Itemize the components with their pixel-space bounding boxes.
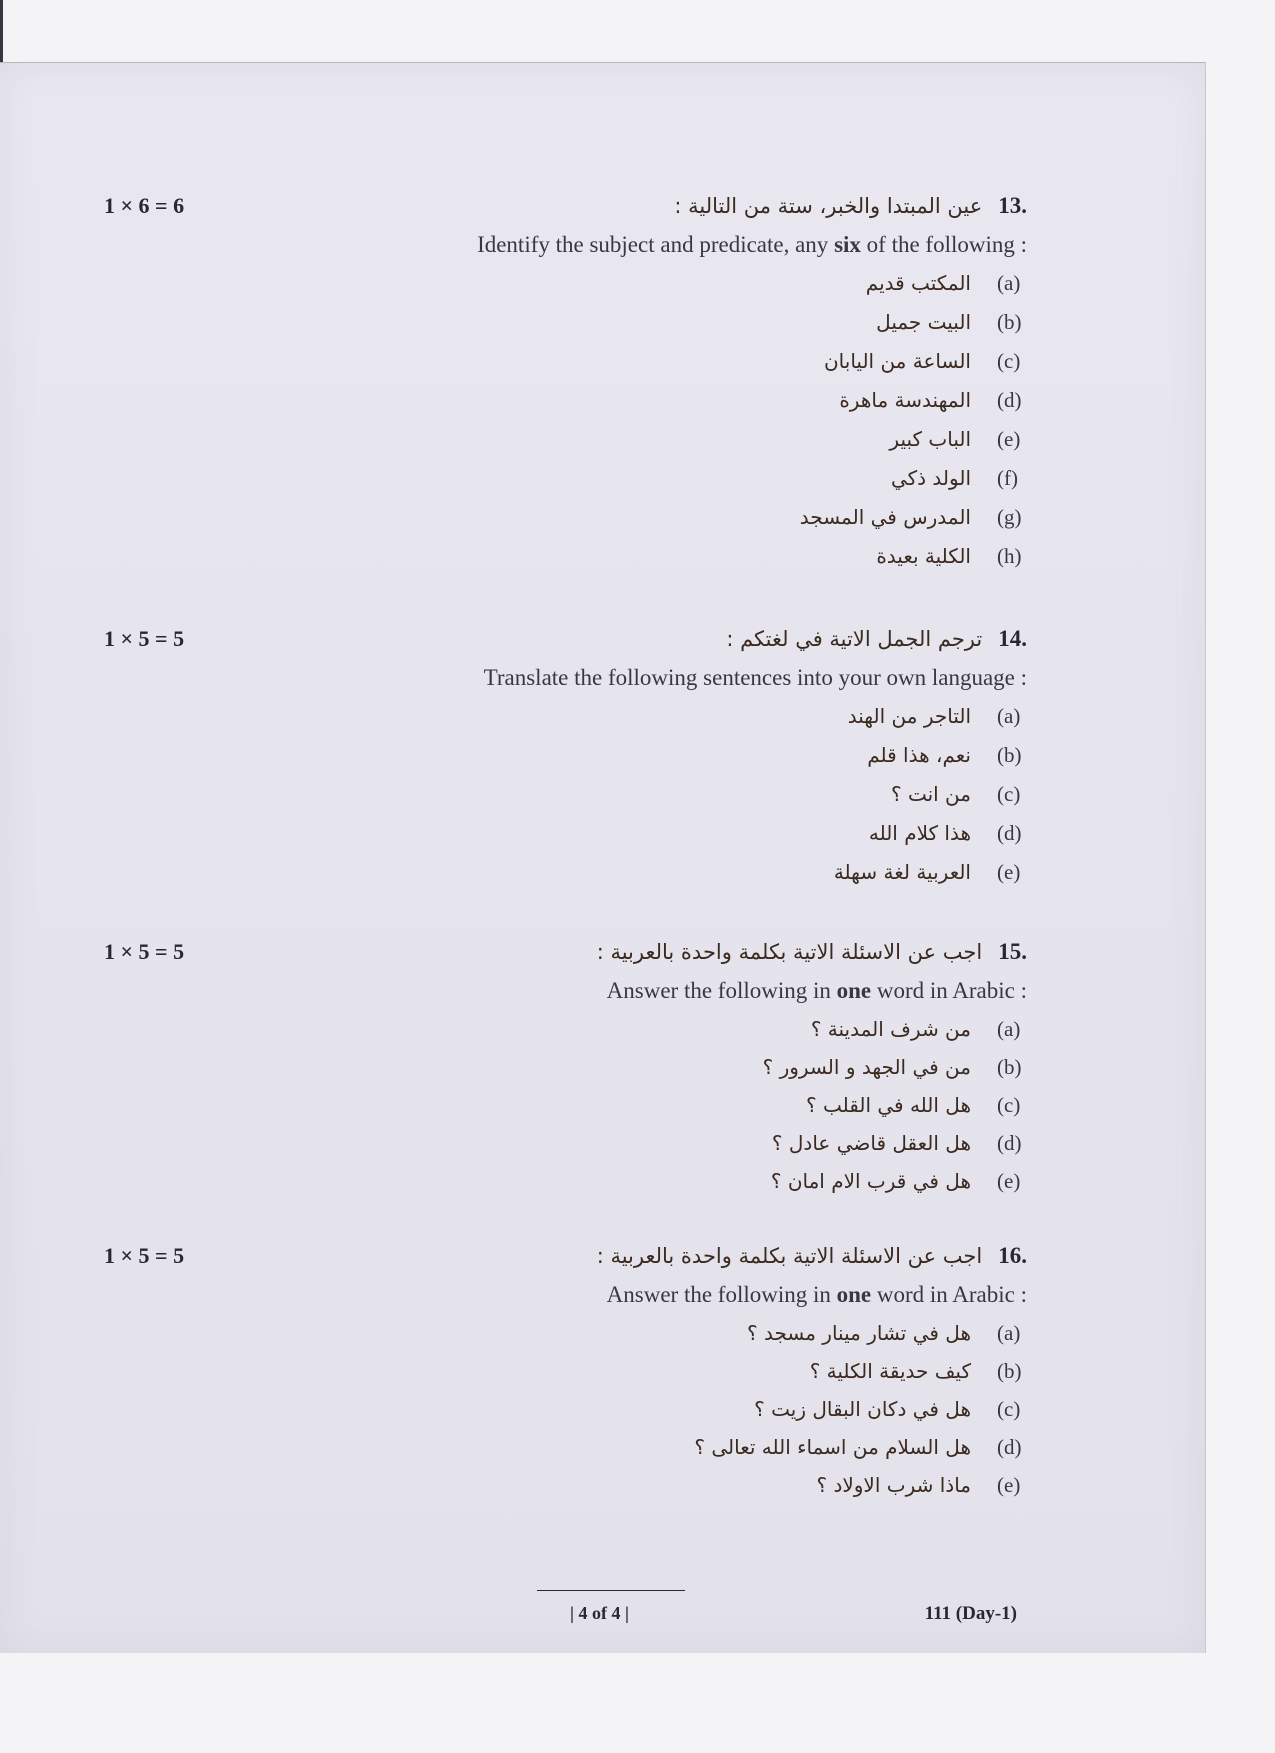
list-item — [876, 310, 1027, 335]
list-item — [810, 1359, 1027, 1384]
instruction-text: Translate the following sentences into your own language : — [483, 665, 1027, 690]
item-label: (g) — [997, 505, 1022, 529]
list-item — [891, 782, 1027, 807]
item-label: (d) — [997, 821, 1022, 845]
question-number: 13. — [998, 193, 1027, 218]
instruction-text: Identify the subject and predicate, any — [477, 232, 835, 257]
item-text: هل السلام من اسماء الله تعالى ؟ — [694, 1435, 971, 1459]
list-item — [816, 1473, 1027, 1498]
item-text: المدرس في المسجد — [799, 505, 971, 529]
exam-page — [0, 62, 1206, 1653]
item-text: هل العقل قاضي عادل ؟ — [771, 1131, 971, 1155]
arabic-instruction: ترجم الجمل الاتية في لغتكم : — [726, 627, 983, 651]
item-text: البيت جميل — [876, 310, 971, 334]
list-item — [866, 271, 1027, 296]
english-instruction — [477, 232, 1027, 258]
item-label: (b) — [997, 310, 1022, 334]
item-label: (f) — [997, 466, 1018, 490]
item-label: (e) — [997, 860, 1021, 884]
list-item — [834, 860, 1027, 885]
instruction-text-end: word in Arabic : — [871, 978, 1027, 1003]
item-label: (d) — [997, 1131, 1022, 1155]
item-text: الباب كبير — [889, 427, 971, 451]
instruction-emphasis: one — [836, 978, 872, 1003]
arabic-instruction: اجب عن الاسئلة الاتية بكلمة واحدة بالعربية : — [596, 1244, 983, 1268]
list-item — [839, 388, 1027, 413]
item-label: (b) — [997, 1055, 1022, 1079]
list-item — [889, 427, 1027, 452]
item-text: نعم، هذا قلم — [867, 743, 971, 767]
marks-label: 1 × 5 = 5 — [104, 1243, 185, 1268]
item-text: من في الجهد و السرور ؟ — [762, 1055, 971, 1079]
list-item — [824, 349, 1027, 374]
item-text: من شرف المدينة ؟ — [810, 1017, 971, 1041]
english-instruction — [484, 665, 1027, 691]
list-item — [694, 1435, 1027, 1460]
arabic-instruction: عين المبتدا والخبر، ستة من التالية : — [674, 194, 983, 218]
question-number: 16. — [998, 1243, 1027, 1268]
question-number: 14. — [998, 626, 1027, 651]
item-label: (c) — [997, 349, 1021, 373]
marks-label: 1 × 6 = 6 — [104, 193, 185, 218]
list-item — [800, 505, 1027, 530]
item-text: الكلية بعيدة — [876, 544, 971, 568]
item-text: المكتب قديم — [865, 271, 971, 295]
question-header — [726, 626, 1027, 652]
instruction-text-end: of the following : — [860, 232, 1027, 257]
item-label: (d) — [997, 1435, 1022, 1459]
instruction-emphasis: six — [834, 232, 861, 257]
item-text: من انت ؟ — [890, 782, 971, 806]
item-text: ماذا شرب الاولاد ؟ — [816, 1473, 971, 1497]
item-label: (c) — [997, 1397, 1021, 1421]
item-label: (h) — [997, 544, 1022, 568]
question-header — [597, 1243, 1027, 1269]
list-item — [869, 821, 1027, 846]
item-text: التاجر من الهند — [847, 704, 971, 728]
paper-code: 111 (Day-1) — [924, 1603, 1017, 1624]
item-text: هل في دكان البقال زيت ؟ — [754, 1397, 971, 1421]
list-item — [806, 1093, 1027, 1118]
list-item — [771, 1169, 1027, 1194]
item-label: (c) — [997, 782, 1021, 806]
item-label: (b) — [997, 1359, 1022, 1383]
item-label: (a) — [997, 1321, 1021, 1345]
item-text: العربية لغة سهلة — [833, 860, 971, 884]
list-item — [867, 743, 1027, 768]
item-label: (e) — [997, 427, 1021, 451]
scan-edge-top — [0, 0, 3, 62]
item-label: (e) — [997, 1169, 1021, 1193]
item-label: (c) — [997, 1093, 1021, 1117]
list-item — [848, 704, 1027, 729]
marks-label: 1 × 5 = 5 — [104, 626, 185, 651]
item-text: هل في قرب الام امان ؟ — [770, 1169, 971, 1193]
item-label: (d) — [997, 388, 1022, 412]
item-label: (a) — [997, 271, 1021, 295]
question-number: 15. — [998, 939, 1027, 964]
english-instruction — [607, 1282, 1027, 1308]
question-header — [597, 939, 1027, 965]
item-text: هل في تشار مينار مسجد ؟ — [747, 1321, 971, 1345]
instruction-text: Answer the following in — [606, 1282, 837, 1307]
list-item — [772, 1131, 1027, 1156]
item-label: (a) — [997, 704, 1021, 728]
item-text: الولد ذكي — [890, 466, 971, 490]
item-text: هذا كلام الله — [868, 821, 971, 845]
instruction-text: Answer the following in — [606, 978, 837, 1003]
item-label: (a) — [997, 1017, 1021, 1041]
instruction-text-end: word in Arabic : — [871, 1282, 1027, 1307]
list-item — [763, 1055, 1027, 1080]
item-text: الساعة من اليابان — [823, 349, 971, 373]
english-instruction — [607, 978, 1027, 1004]
list-item — [747, 1321, 1027, 1346]
question-header — [674, 193, 1027, 219]
instruction-emphasis: one — [836, 1282, 872, 1307]
page-number: | 4 of 4 | — [570, 1603, 629, 1623]
list-item — [876, 544, 1027, 569]
arabic-instruction: اجب عن الاسئلة الاتية بكلمة واحدة بالعربية : — [596, 940, 983, 964]
list-item — [891, 466, 1027, 491]
footer-divider — [537, 1590, 685, 1591]
marks-label: 1 × 5 = 5 — [104, 939, 185, 964]
item-label: (b) — [997, 743, 1022, 767]
list-item — [754, 1397, 1027, 1422]
item-text: كيف حديقة الكلية ؟ — [809, 1359, 971, 1383]
item-text: المهندسة ماهرة — [839, 388, 971, 412]
item-label: (e) — [997, 1473, 1021, 1497]
list-item — [811, 1017, 1027, 1042]
item-text: هل الله في القلب ؟ — [806, 1093, 971, 1117]
